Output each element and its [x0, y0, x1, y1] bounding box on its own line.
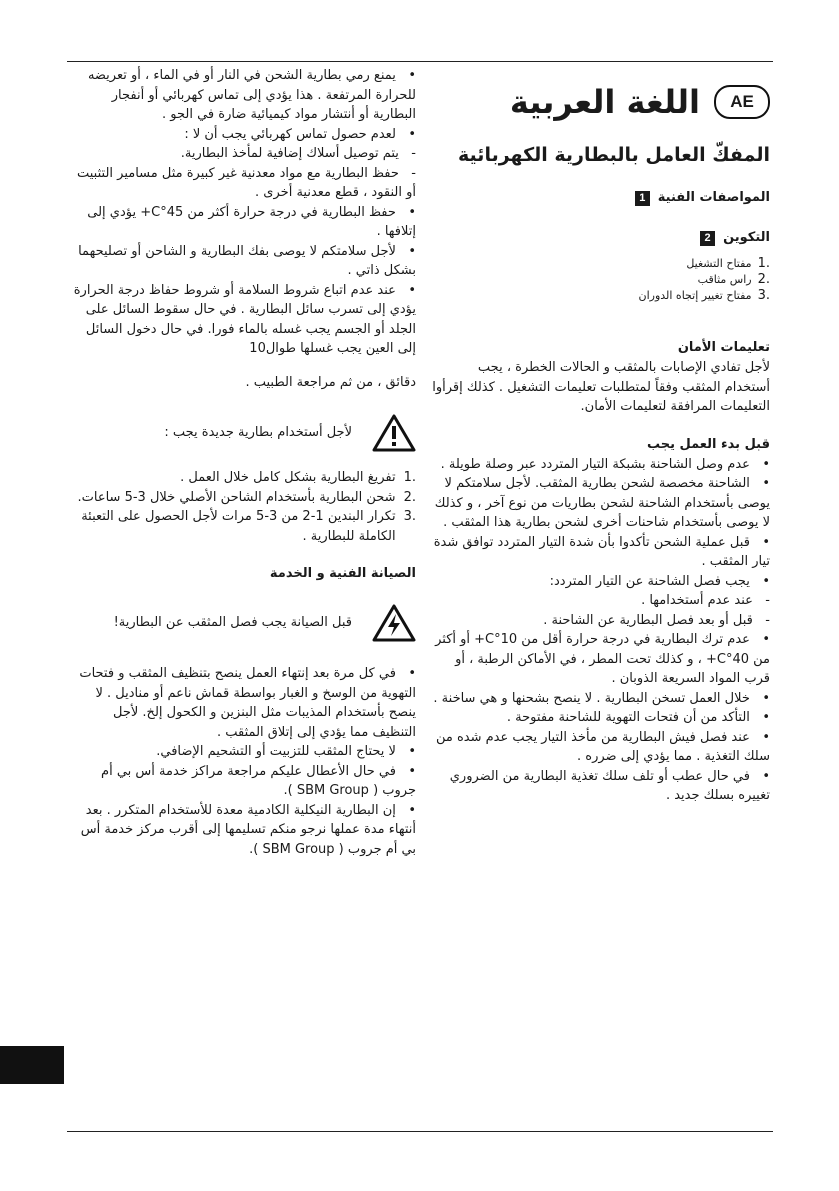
- left-column: [66, 66, 416, 859]
- list-item: .1 مفتاح التشغيل: [686, 256, 770, 271]
- list-item: • خلال العمل تسخن البطارية . لا ينصح بشحنها و هي ساخنة .: [430, 689, 770, 709]
- list-item: • قبل عملية الشحن تأكدوا بأن شدة التيار المتردد توافق شدة تيار المثقب .: [430, 533, 770, 572]
- components-heading: [430, 228, 770, 248]
- list-item: - يتم توصيل أسلاك إضافية لمأخذ البطارية.: [66, 144, 416, 164]
- list-item: • لا يحتاج المثقب للتزبيت أو التشحيم الإضافي.: [66, 742, 416, 762]
- warning-triangle-icon: [372, 414, 416, 452]
- new-battery-warning: [66, 414, 416, 452]
- specs-number-box: 1: [635, 191, 650, 206]
- list-item: .3 مفتاح تغيير إتجاه الدوران: [638, 288, 770, 303]
- specs-heading: [430, 188, 770, 208]
- safety-text: لأجل تفادي الإصابات بالمثقب و الحالات الخطرة ، يجب أستخدام المثقب وفقاً لمتطلبات تعليمات التشغيل . كذلك إقرأوا التعليمات المرافقة لتعليمات الأمان.: [432, 360, 770, 414]
- safety-title: تعليمات الأمان: [677, 340, 770, 355]
- list-item: • عند فصل فيش البطارية من مأخذ التيار يجب عدم شده من سلك التغذية . مما يؤدي إلى ضرره .: [430, 728, 770, 767]
- new-battery-warning-text: لأجل أستخدام بطارية جديدة يجب :: [164, 425, 352, 441]
- list-item: • لعدم حصول تماس كهربائي يجب أن لا :: [66, 125, 416, 145]
- components-list: [430, 256, 770, 304]
- battery-steps-list: [66, 468, 416, 546]
- list-item: .1 تفريغ البطارية بشكل كامل خلال العمل .: [180, 470, 416, 485]
- list-item: • في حال عطب أو تلف سلك تغذية البطارية من الضروري تغييره بسلك جديد .: [430, 767, 770, 806]
- list-item: • إن البطارية النيكلية الكادمية معدة للأستخدام المتكرر . بعد أنتهاء مدة عملها نرجو منكم تسليمها إلى أقرب مركز خدمة أس بي أم جروب ( SBM Group ).: [66, 801, 416, 860]
- electric-shock-triangle-icon: [372, 604, 416, 642]
- right-column: [430, 74, 770, 806]
- before-work-title: قبل بدء العمل يجب: [646, 436, 770, 452]
- maintenance-warning-text: قبل الصيانة يجب فصل المثقب عن البطارية!: [113, 615, 352, 631]
- list-item: • التأكد من أن فتحات التهوية للشاحنة مفتوحة .: [430, 708, 770, 728]
- before-work-list: [430, 455, 770, 806]
- specs-title: المواصفات الفنية: [657, 190, 770, 205]
- components-number-box: 2: [700, 231, 715, 246]
- list-item: • عند عدم اتباع شروط السلامة أو شروط حفاظ درجة الحرارة يؤدي إلى تسرب سائل البطارية . في حال سقوط السائل على الجلد أو الجسم يجب غسله بالماء فورا. في حال دخول السائل إلى العين يجب غسلها طوال10: [66, 281, 416, 359]
- list-item: - قبل أو بعد فصل البطارية عن الشاحنة .: [430, 611, 770, 631]
- list-item: .2 شحن البطارية بأستخدام الشاحن الأصلي خلال 3-5 ساعات.: [77, 489, 416, 505]
- list-item: • لأجل سلامتكم لا يوصى بفك البطارية و الشاحن أو تصليحهما بشكل ذاتي .: [66, 242, 416, 281]
- list-item: • عدم ترك البطارية في درجة حرارة أقل من 10°C+ أو أكثر من 40°C+ ، و كذلك تحت المطر ، في الأماكن الرطبة ، أو قرب المواد السريعة الذوبان .: [430, 630, 770, 689]
- maintenance-warning: [66, 604, 416, 642]
- language-header: [430, 78, 770, 126]
- list-item: - عند عدم أستخدامها .: [430, 591, 770, 611]
- page-edge-tab: [0, 1046, 64, 1084]
- page-title: المفكّ العامل بالبطارية الكهربائية: [458, 144, 770, 166]
- list-item: • في كل مرة بعد إنتهاء العمل ينصح بتنظيف المثقب و فتحات التهوية من الوسخ و الغبار بواسطة قماش ناعم أو مناديل . لا ينصح بأستخدام المذيبات مثل البنزين و الكحول إلخ. لأجل التنظيف مما يؤدي إلى إتلاق المثقب .: [66, 664, 416, 742]
- maintenance-list: [66, 664, 416, 859]
- components-title: التكوين: [723, 230, 770, 245]
- minutes-text: دقائق ، من ثم مراجعة الطبيب .: [245, 374, 416, 390]
- bottom-rule: [67, 1131, 773, 1132]
- list-item: .2 راس مثاقب: [697, 272, 770, 287]
- maintenance-title: الصيانة الفنية و الخدمة: [269, 566, 416, 581]
- top-rule: [67, 61, 773, 62]
- list-item: • حفظ البطارية في درجة حرارة أكثر من 45°C+ يؤدي إلى إتلافها .: [66, 203, 416, 242]
- list-item: • يجب فصل الشاحنة عن التيار المتردد:: [430, 572, 770, 592]
- list-item: • يمنع رمي بطارية الشحن في النار أو في الماء ، أو تعريضه للحرارة المرتفعة . هذا يؤدي إلى تماس كهربائي أو أنفجار البطارية أو أنتشار مواد كيميائية ضارة في الجو .: [66, 66, 416, 125]
- list-item: .3 تكرار البندين 1-2 من 3-5 مرات لأجل الحصول على التعبئة الكاملة للبطارية .: [81, 509, 416, 544]
- language-title: اللغة العربية: [509, 83, 700, 121]
- list-item: - حفظ البطارية مع مواد معدنية غير كبيرة مثل مسامير التثبيت أو النقود ، قطع معدنية أخرى .: [66, 164, 416, 203]
- list-item: • عدم وصل الشاحنة بشبكة التيار المتردد عبر وصلة طويلة .: [430, 455, 770, 475]
- list-item: • الشاحنة مخصصة لشحن بطارية المثقب. لأجل سلامتكم لا يوصى بأستخدام الشاحنة لشحن بطاريات من نوع آخر ، و كذلك لا يوصى بأستخدام شاحنات أخرى لشحن بطارية هذا المثقب .: [430, 474, 770, 533]
- language-code-badge: AE: [714, 85, 770, 119]
- list-item: • في حال الأعطال عليكم مراجعة مراكز خدمة أس بي أم جروب ( SBM Group ).: [66, 762, 416, 801]
